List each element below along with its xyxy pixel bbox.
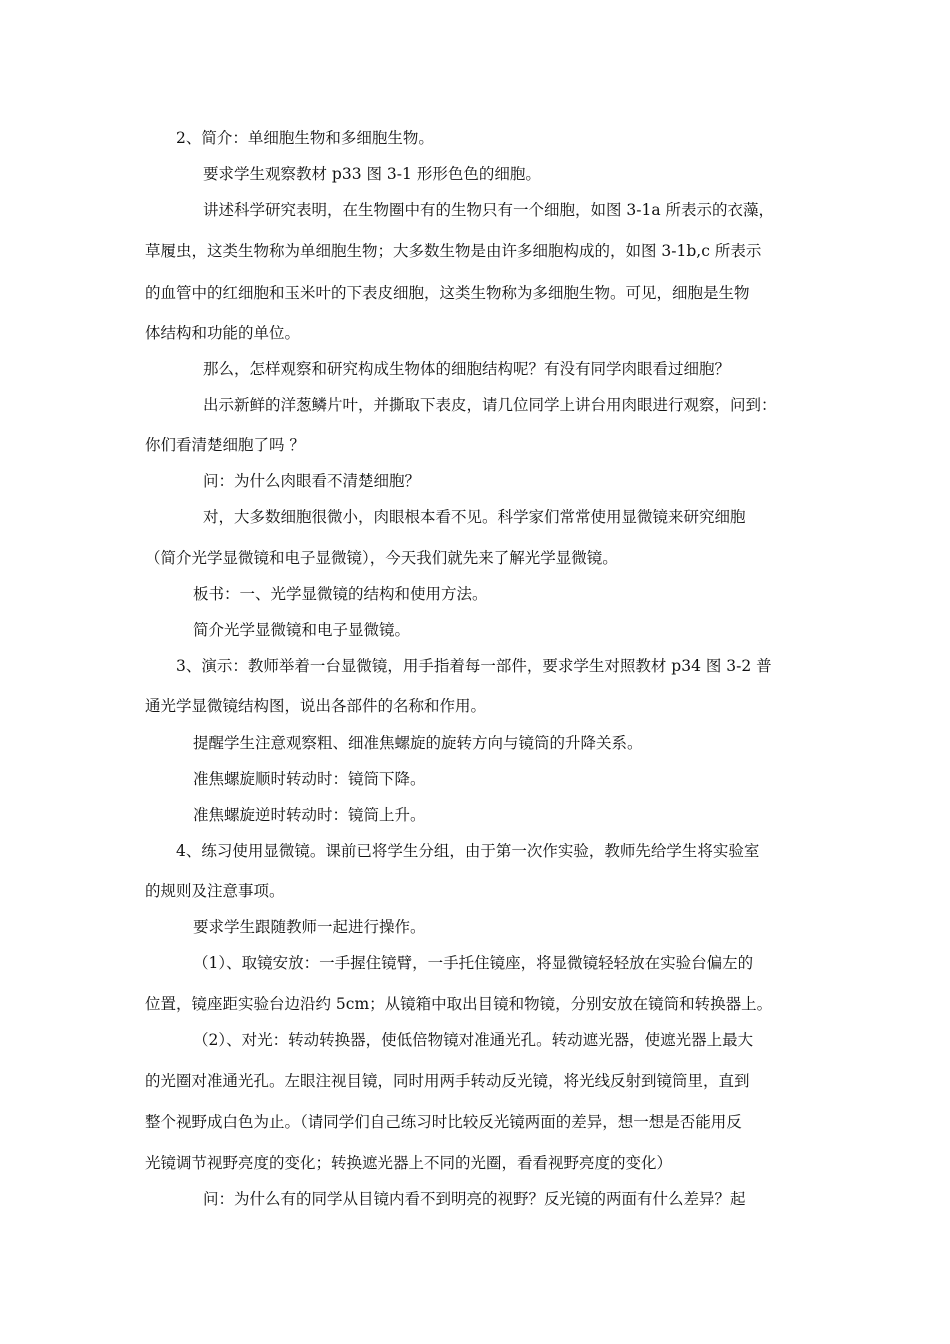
text-line: 对，大多数细胞很微小，肉眼根本看不见。科学家们常常使用显微镜来研究细胞 xyxy=(203,508,746,526)
text-line: 问：为什么有的同学从目镜内看不到明亮的视野？反光镜的两面有什么差异？起 xyxy=(203,1190,746,1208)
text-line: 简介光学显微镜和电子显微镜。 xyxy=(193,621,411,639)
text-line: 问：为什么肉眼看不清楚细胞？ xyxy=(203,472,421,490)
text-line: 板书：一、光学显微镜的结构和使用方法。 xyxy=(193,585,488,603)
text-line: （1）、取镜安放：一手握住镜臂，一手托住镜座，将显微镜轻轻放在实验台偏左的 xyxy=(193,954,754,972)
text-line: 要求学生跟随教师一起进行操作。 xyxy=(193,918,426,936)
text-line: 位置，镜座距实验台边沿约 5cm；从镜箱中取出目镜和物镜，分别安放在镜筒和转换器上。 xyxy=(145,995,773,1013)
text-line: 要求学生观察教材 p33 图 3-1 形形色色的细胞。 xyxy=(203,165,541,183)
text-line: 2、简介：单细胞生物和多细胞生物。 xyxy=(176,129,434,147)
text-line: 4、练习使用显微镜。课前已将学生分组，由于第一次作实验，教师先给学生将实验室 xyxy=(176,842,760,860)
text-line: （2）、对光：转动转换器，使低倍物镜对准通光孔。转动遮光器，使遮光器上最大 xyxy=(193,1031,754,1049)
text-line: 讲述科学研究表明，在生物圈中有的生物只有一个细胞，如图 3-1a 所表示的衣藻， xyxy=(203,201,775,219)
text-line: 准焦螺旋顺时转动时：镜筒下降。 xyxy=(193,770,426,788)
text-line: 的光圈对准通光孔。左眼注视目镜，同时用两手转动反光镜，将光线反射到镜筒里，直到 xyxy=(145,1072,750,1090)
text-line: 出示新鲜的洋葱鳞片叶，并撕取下表皮，请几位同学上讲台用肉眼进行观察，问到： xyxy=(203,396,777,414)
text-line: 的血管中的红细胞和玉米叶的下表皮细胞，这类生物称为多细胞生物。可见，细胞是生物 xyxy=(145,284,750,302)
text-line: 你们看清楚细胞了吗 ？ xyxy=(145,436,305,454)
text-line: 那么，怎样观察和研究构成生物体的细胞结构呢？有没有同学肉眼看过细胞？ xyxy=(203,360,731,378)
text-line: 光镜调节视野亮度的变化；转换遮光器上不同的光圈，看看视野亮度的变化） xyxy=(145,1154,673,1172)
text-line: 的规则及注意事项。 xyxy=(145,882,285,900)
text-line: 整个视野成白色为止。（请同学们自己练习时比较反光镜两面的差异，想一想是否能用反 xyxy=(145,1113,742,1131)
text-line: 草履虫，这类生物称为单细胞生物；大多数生物是由许多细胞构成的，如图 3-1b,c 所表示 xyxy=(145,242,762,260)
text-line: 通光学显微镜结构图，说出各部件的名称和作用。 xyxy=(145,697,487,715)
text-line: 准焦螺旋逆时转动时：镜筒上升。 xyxy=(193,806,426,824)
text-line: 3、演示：教师举着一台显微镜，用手指着每一部件，要求学生对照教材 p34 图 3-2 普 xyxy=(176,657,772,675)
text-line: 提醒学生注意观察粗、细准焦螺旋的旋转方向与镜筒的升降关系。 xyxy=(193,734,643,752)
text-line: （简介光学显微镜和电子显微镜），今天我们就先来了解光学显微镜。 xyxy=(145,549,618,567)
text-line: 体结构和功能的单位。 xyxy=(145,324,301,342)
